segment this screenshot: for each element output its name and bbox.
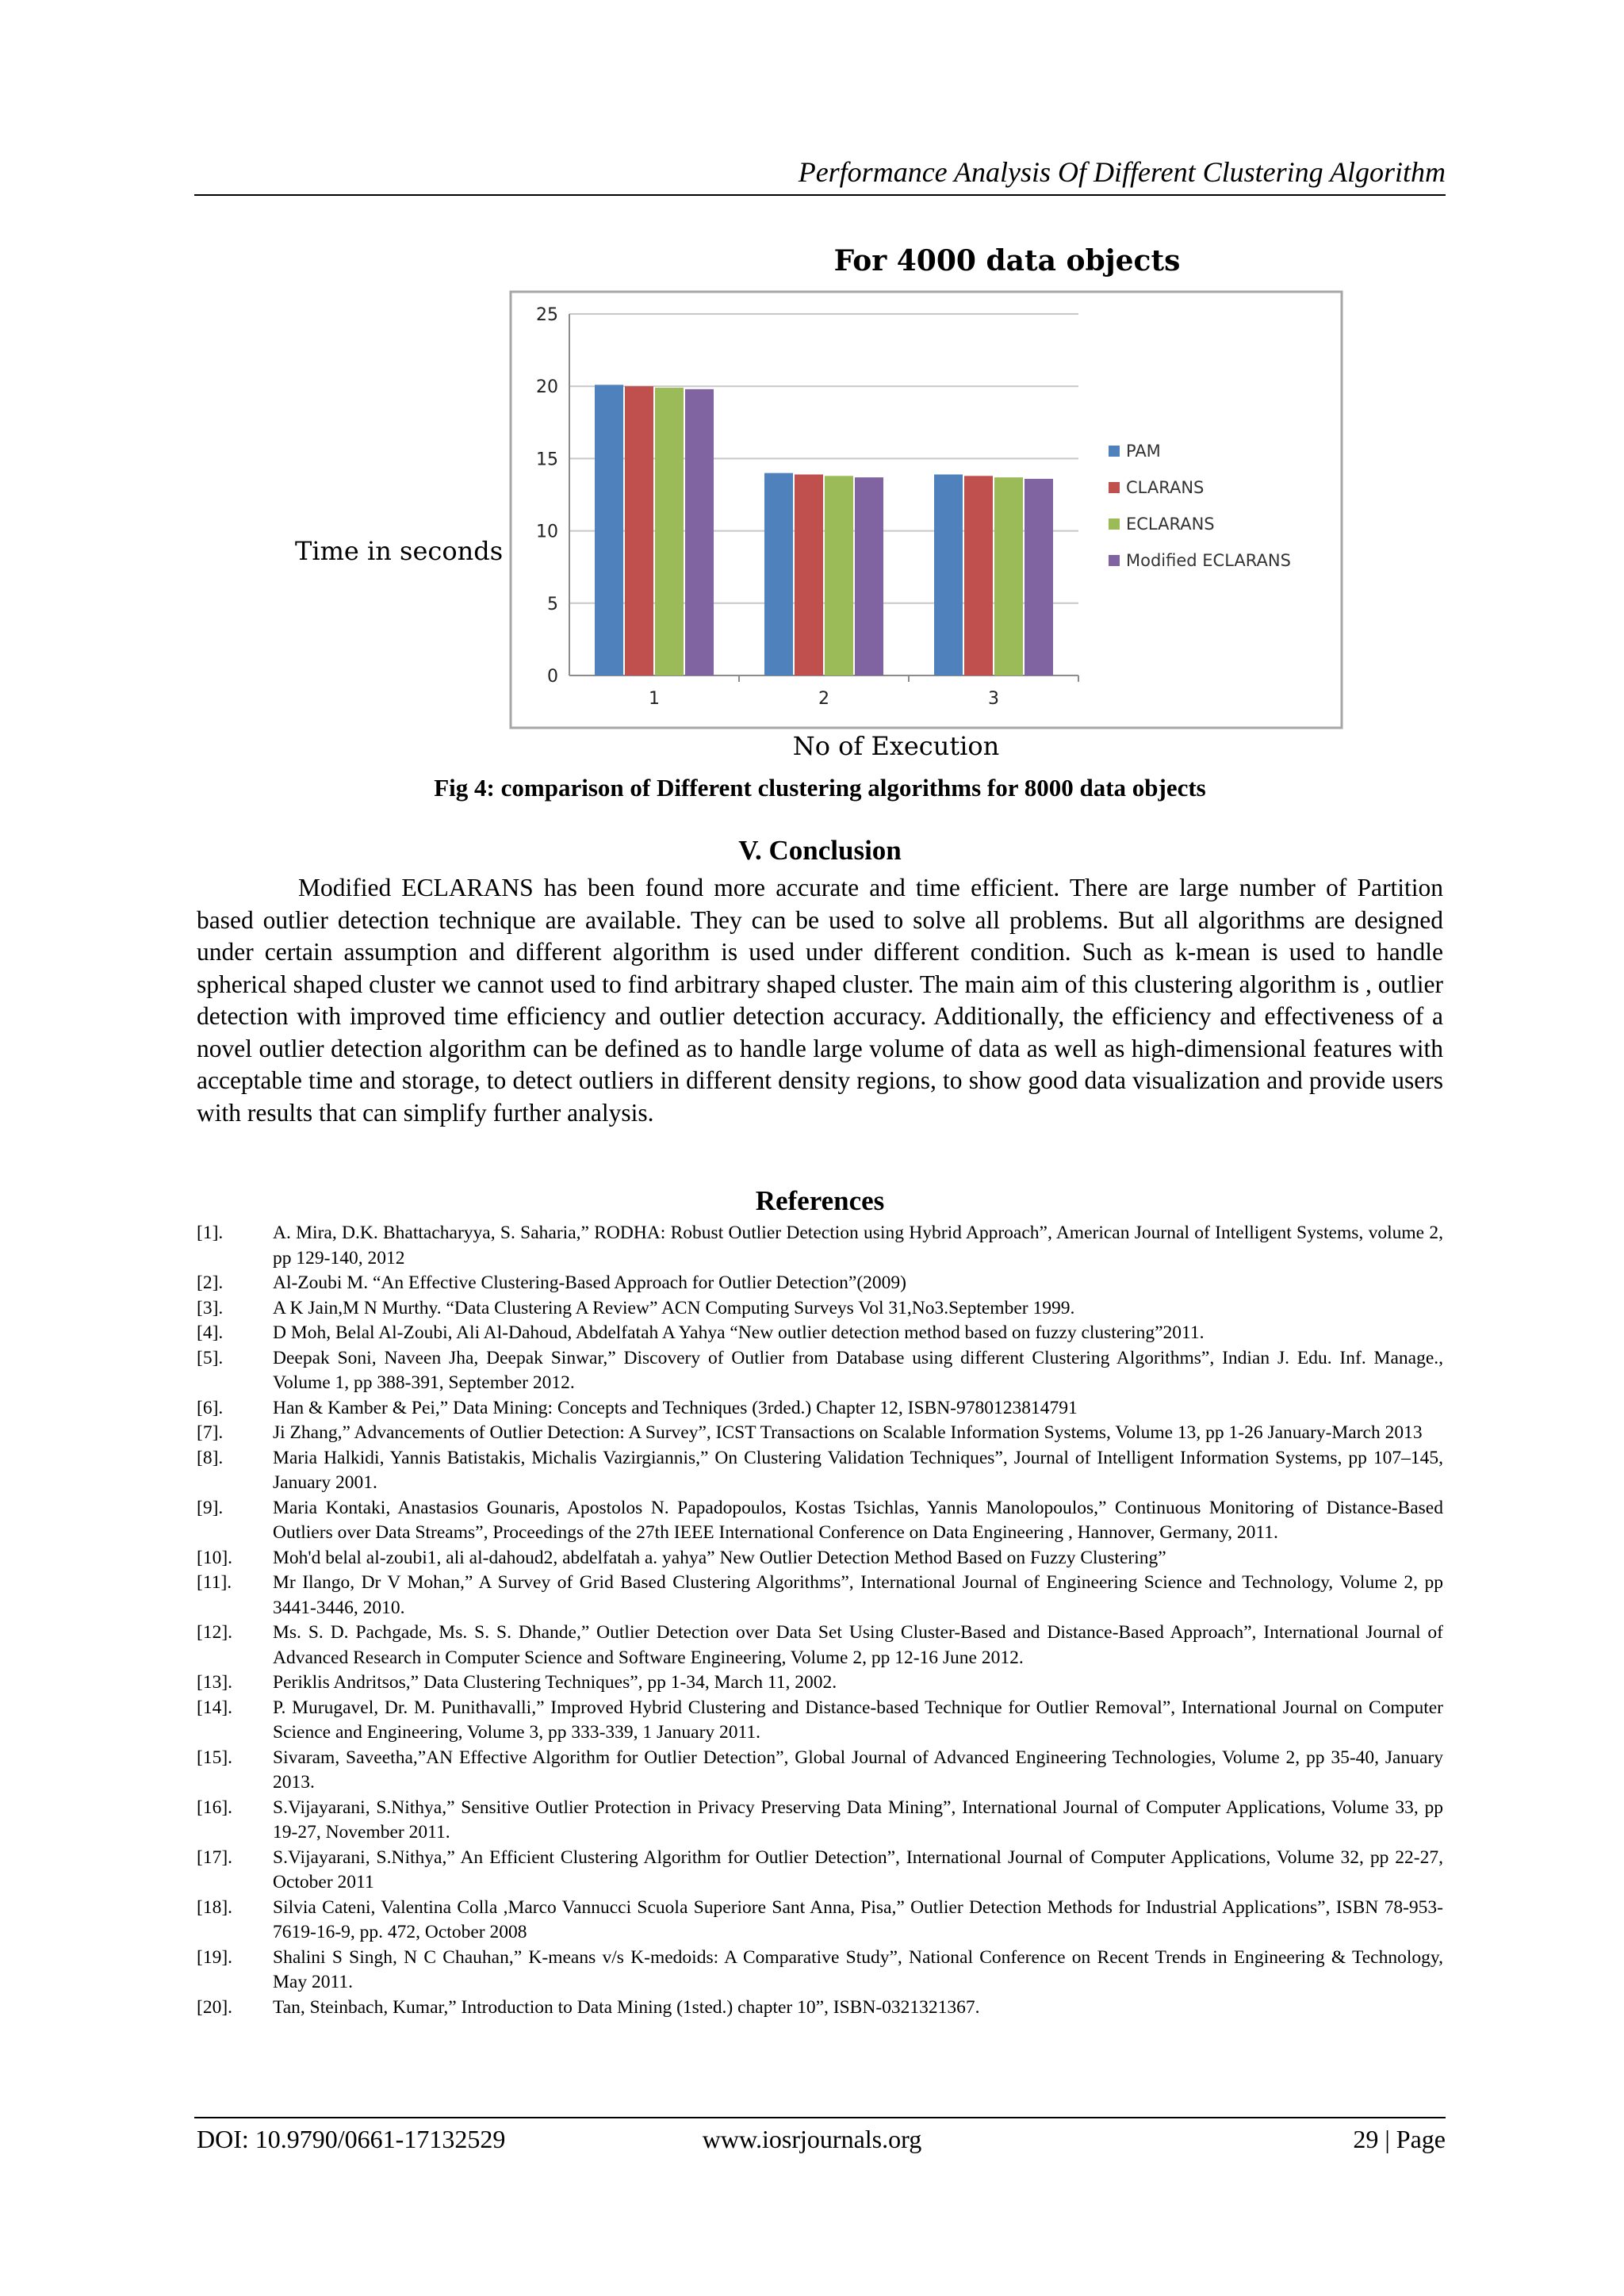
- running-title: Performance Analysis Of Different Clustering Algorithm: [798, 156, 1446, 188]
- reference-number: [14].: [197, 1697, 233, 1718]
- reference-number: [6].: [197, 1397, 224, 1418]
- bar-clarans: [795, 474, 823, 675]
- y-tick-label: 25: [536, 305, 558, 325]
- reference-text: Ms. S. D. Pachgade, Ms. S. S. Dhande,” Outlier Detection over Data Set Using Cluster-Based and Distance-Based Approach”, International Journal of Advanced Research in Computer Science and Software Engineering, Volume 2, pp 12-16 June 2012.: [273, 1622, 1443, 1668]
- x-tick-label: 2: [818, 689, 829, 709]
- reference-item: [197, 1796, 1443, 1846]
- bar-eclarans: [825, 476, 853, 675]
- reference-number: [1].: [197, 1223, 224, 1243]
- reference-number: [12].: [197, 1622, 233, 1643]
- reference-text: Maria Halkidi, Yannis Batistakis, Michalis Vazirgiannis,” On Clustering Validation Techniques”, Journal of Intelligent Information Systems, pp 107–145, January 2001.: [273, 1447, 1443, 1493]
- reference-text: Deepak Soni, Naveen Jha, Deepak Sinwar,” Discovery of Outlier from Database using different Clustering Algorithms”, Indian J. Edu. Inf. Manage., Volume 1, pp 388-391, September 2012.: [273, 1347, 1443, 1393]
- bar-eclarans: [994, 477, 1023, 675]
- chart-x-axis-label: No of Execution: [792, 731, 1000, 761]
- reference-text: A K Jain,M N Murthy. “Data Clustering A Review” ACN Computing Surveys Vol 31,No3.September 1999.: [273, 1297, 1075, 1318]
- reference-number: [4].: [197, 1322, 224, 1343]
- bar-chart: [508, 289, 1348, 733]
- reference-item: [197, 1621, 1443, 1670]
- legend-label: CLARANS: [1126, 478, 1205, 497]
- legend-label: PAM: [1126, 442, 1161, 461]
- reference-number: [17].: [197, 1846, 233, 1868]
- reference-number: [5].: [197, 1347, 224, 1368]
- reference-item: [197, 1746, 1443, 1796]
- legend-swatch: [1109, 555, 1120, 566]
- bar-clarans: [964, 476, 993, 675]
- footer-page-number: 29 | Page: [1353, 2125, 1446, 2153]
- footer-doi: DOI: 10.9790/0661-17132529: [197, 2125, 506, 2153]
- reference-item: [197, 1346, 1443, 1396]
- legend-label: ECLARANS: [1126, 515, 1215, 534]
- reference-item: [197, 1896, 1443, 1946]
- reference-text: Sivaram, Saveetha,”AN Effective Algorithm for Outlier Detection”, Global Journal of Advanced Engineering Technologies, Volume 2, pp 35-40, January 2013.: [273, 1747, 1443, 1793]
- reference-item: [197, 1946, 1443, 1996]
- reference-number: [16].: [197, 1797, 233, 1818]
- reference-text: S.Vijayarani, S.Nithya,” Sensitive Outlier Protection in Privacy Preserving Data Mining”, International Journal of Computer Applications, Volume 33, pp 19-27, November 2011.: [273, 1797, 1443, 1843]
- bar-modified-eclarans: [1025, 479, 1053, 675]
- bar-eclarans: [655, 388, 684, 675]
- reference-text: Moh'd belal al-zoubi1, ali al-dahoud2, abdelfatah a. yahya” New Outlier Detection Method Based on Fuzzy Clustering”: [273, 1547, 1166, 1568]
- reference-text: Tan, Steinbach, Kumar,” Introduction to Data Mining (1sted.) chapter 10”, ISBN-0321321367.: [273, 1996, 980, 2018]
- reference-number: [2].: [197, 1272, 224, 1293]
- reference-text: A. Mira, D.K. Bhattacharyya, S. Saharia,” RODHA: Robust Outlier Detection using Hybrid Approach”, American Journal of Intelligent Systems, volume 2, pp 129-140, 2012: [273, 1223, 1443, 1269]
- legend-swatch: [1109, 519, 1120, 530]
- reference-text: Silvia Cateni, Valentina Colla ,Marco Vannucci Scuola Superiore Sant Anna, Pisa,” Outlier Detection Methods for Industrial Applications”, ISBN 78-953-7619-16-9, pp. 472, October 2008: [273, 1896, 1443, 1942]
- bar-pam: [595, 385, 623, 675]
- reference-text: Periklis Andritsos,” Data Clustering Techniques”, pp 1-34, March 11, 2002.: [273, 1672, 837, 1693]
- reference-list: [197, 1221, 1443, 2020]
- reference-item: [197, 1696, 1443, 1746]
- reference-number: [13].: [197, 1672, 233, 1693]
- reference-item: [197, 1996, 1443, 2021]
- reference-number: [20].: [197, 1996, 233, 2018]
- reference-number: [10].: [197, 1547, 233, 1568]
- y-tick-label: 15: [536, 450, 558, 470]
- reference-text: Maria Kontaki, Anastasios Gounaris, Apostolos N. Papadopoulos, Kostas Tsichlas, Yannis Manolopoulos,” Continuous Monitoring of Distance-Based Outliers over Data Streams”, Proceedings of the 27th IEEE International Conference on Data Engineering , Hannover, Germany, 2011.: [273, 1497, 1443, 1543]
- y-tick-label: 0: [547, 667, 558, 687]
- reference-item: [197, 1321, 1443, 1346]
- reference-number: [11].: [197, 1572, 232, 1593]
- chart-y-axis-label: Time in seconds: [295, 536, 504, 566]
- reference-text: Ji Zhang,” Advancements of Outlier Detection: A Survey”, ICST Transactions on Scalable Information Systems, Volume 13, pp 1-26 January-March 2013: [273, 1422, 1423, 1443]
- reference-text: S.Vijayarani, S.Nithya,” An Efficient Clustering Algorithm for Outlier Detection”, International Journal of Computer Applications, Volume 32, pp 22-27, October 2011: [273, 1846, 1443, 1892]
- reference-text: P. Murugavel, Dr. M. Punithavalli,” Improved Hybrid Clustering and Distance-based Technique for Outlier Removal”, International Journal on Computer Science and Engineering, Volume 3, pp 333-339, 1 January 2011.: [273, 1697, 1443, 1743]
- footer-website: www.iosrjournals.org: [702, 2125, 922, 2153]
- reference-item: [197, 1396, 1443, 1422]
- legend-swatch: [1109, 446, 1120, 457]
- reference-number: [8].: [197, 1447, 224, 1468]
- reference-number: [3].: [197, 1297, 224, 1318]
- bar-pam: [764, 473, 793, 675]
- legend-swatch: [1109, 482, 1120, 493]
- legend-label: Modified ECLARANS: [1126, 551, 1291, 570]
- footer-rule: [194, 2117, 1446, 2118]
- reference-text: Mr Ilango, Dr V Mohan,” A Survey of Grid Based Clustering Algorithms”, International Journal of Engineering Science and Technology, Volume 2, pp 3441-3446, 2010.: [273, 1572, 1443, 1618]
- bar-modified-eclarans: [855, 477, 883, 675]
- reference-number: [7].: [197, 1422, 224, 1443]
- reference-text: Al-Zoubi M. “An Effective Clustering-Based Approach for Outlier Detection”(2009): [273, 1272, 906, 1293]
- reference-item: [197, 1296, 1443, 1322]
- conclusion-paragraph: Modified ECLARANS has been found more accurate and time efficient. There are large number of Partition based outlier detection technique are available. They can be used to solve all problems. But all algorithms are designed under certain assumption and different algorithm is used under different condition. Such as k-mean is used to handle spherical shaped cluster we cannot used to find arbitrary shaped cluster. The main aim of this clustering algorithm is , outlier detection with improved time efficiency and outlier detection accuracy. Additionally, the efficiency and effectiveness of a novel outlier detection algorithm can be defined as to handle large volume of data as well as high-dimensional features with acceptable time and storage, to detect outliers in different density regions, to show good data visualization and provide users with results that can simplify further analysis.: [197, 874, 1443, 1127]
- y-tick-label: 10: [536, 522, 558, 542]
- reference-item: [197, 1670, 1443, 1696]
- bar-pam: [934, 474, 963, 675]
- reference-number: [9].: [197, 1497, 224, 1518]
- reference-text: Shalini S Singh, N C Chauhan,” K-means v/s K-medoids: A Comparative Study”, National Conference on Recent Trends in Engineering & Technology, May 2011.: [273, 1946, 1443, 1992]
- conclusion-heading: V. Conclusion: [738, 835, 902, 866]
- references-heading: References: [755, 1185, 885, 1216]
- bar-modified-eclarans: [685, 389, 714, 675]
- reference-number: [15].: [197, 1747, 233, 1768]
- reference-item: [197, 1421, 1443, 1446]
- reference-number: [19].: [197, 1946, 233, 1968]
- bar-clarans: [625, 386, 653, 675]
- reference-item: [197, 1496, 1443, 1546]
- reference-item: [197, 1271, 1443, 1296]
- reference-item: [197, 1846, 1443, 1896]
- figure-caption: Fig 4: comparison of Different clustering algorithms for 8000 data objects: [434, 774, 1206, 802]
- x-tick-label: 1: [649, 689, 660, 709]
- reference-item: [197, 1221, 1443, 1271]
- y-tick-label: 20: [536, 377, 558, 398]
- x-tick-label: 3: [988, 689, 999, 709]
- reference-number: [18].: [197, 1896, 233, 1918]
- reference-item: [197, 1446, 1443, 1496]
- reference-item: [197, 1546, 1443, 1571]
- reference-text: D Moh, Belal Al-Zoubi, Ali Al-Dahoud, Abdelfatah A Yahya “New outlier detection method based on fuzzy clustering”2011.: [273, 1322, 1205, 1343]
- chart-title: For 4000 data objects: [833, 244, 1181, 277]
- reference-text: Han & Kamber & Pei,” Data Mining: Concepts and Techniques (3rded.) Chapter 12, ISBN-9780123814791: [273, 1397, 1078, 1418]
- reference-item: [197, 1571, 1443, 1621]
- y-tick-label: 5: [547, 594, 558, 614]
- header-rule: [194, 194, 1446, 196]
